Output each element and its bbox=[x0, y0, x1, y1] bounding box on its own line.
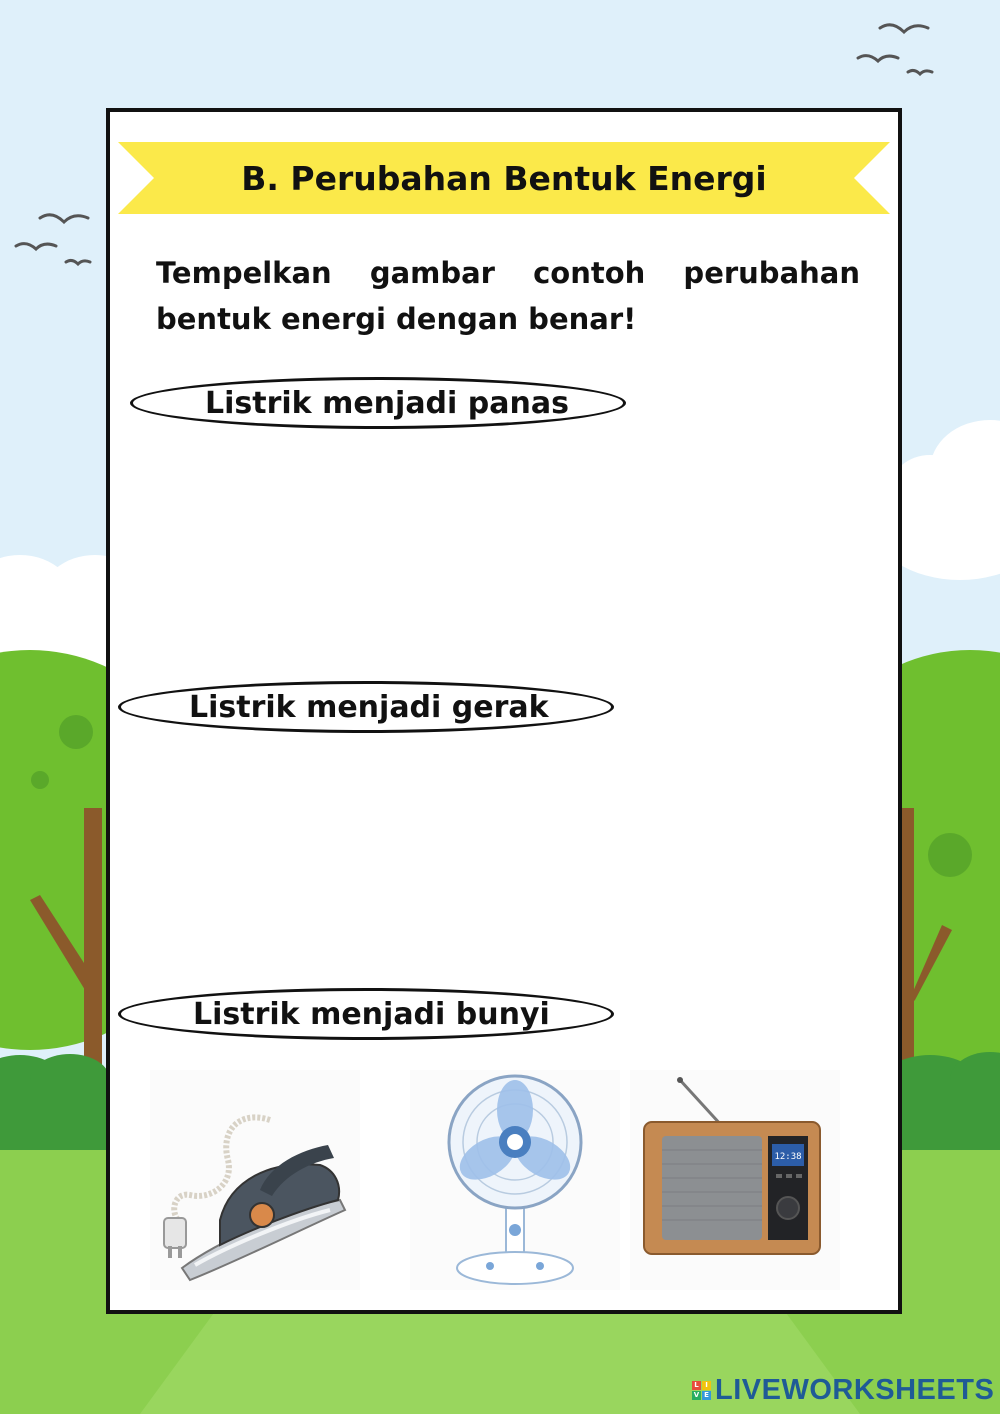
drop-zone-heat[interactable] bbox=[130, 437, 870, 677]
radio-icon bbox=[630, 1070, 840, 1290]
brand-logo-mark: L I V E bbox=[692, 1381, 711, 1400]
category-label-text: Listrik menjadi bunyi bbox=[193, 996, 550, 1032]
category-label-sound bbox=[118, 988, 614, 1040]
fan-icon bbox=[410, 1070, 620, 1290]
brand-logo[interactable] bbox=[692, 1374, 994, 1406]
category-label-motion bbox=[118, 681, 614, 733]
category-label-heat bbox=[130, 377, 626, 429]
instruction-text: Tempelkan gambar contoh perubahan bentuk energi dengan benar! bbox=[156, 256, 860, 336]
draggable-radio[interactable] bbox=[630, 1070, 840, 1290]
brand-name: LIVEWORKSHEETS bbox=[715, 1373, 995, 1406]
worksheet bbox=[106, 108, 902, 1314]
draggable-iron[interactable] bbox=[150, 1070, 360, 1290]
category-label-text: Listrik menjadi gerak bbox=[189, 689, 549, 725]
iron-icon bbox=[150, 1070, 360, 1290]
drop-zone-motion[interactable] bbox=[118, 742, 868, 982]
draggable-fan[interactable] bbox=[410, 1070, 620, 1290]
category-label-text: Listrik menjadi panas bbox=[205, 385, 569, 421]
radio-display-time: 12:38 bbox=[774, 1152, 802, 1162]
page-title: B. Perubahan Bentuk Energi bbox=[241, 158, 767, 198]
